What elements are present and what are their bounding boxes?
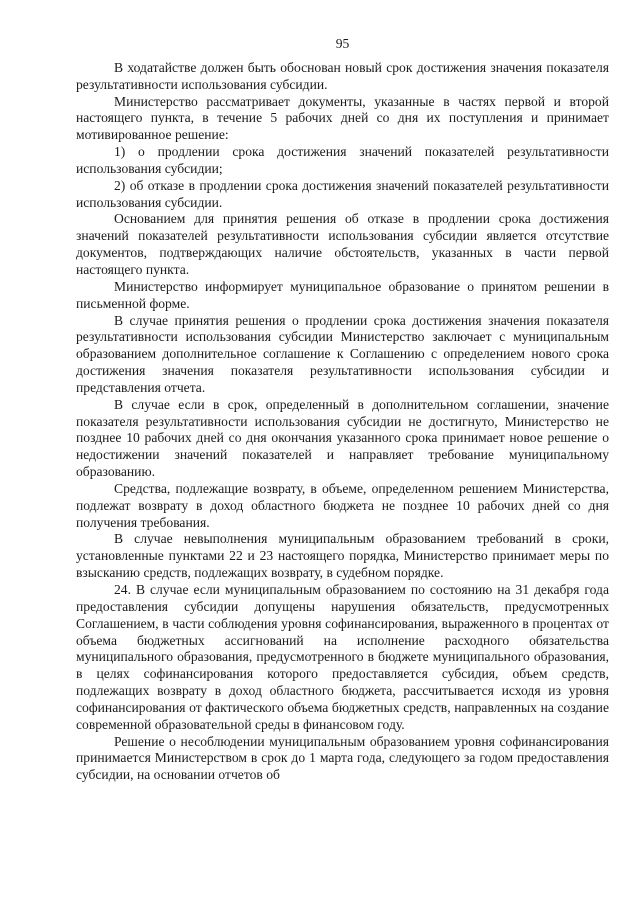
paragraph-refund-deadline: Средства, подлежащие возврату, в объеме, определенном решением Министерства, подлежат возврату в доход областного бюджета не позднее 10 рабочих дней со дня получения требования.	[76, 480, 609, 530]
paragraph-justification: В ходатайстве должен быть обоснован новый срок достижения значения показателя результативности использования субсидии.	[76, 59, 609, 92]
page-number: 95	[335, 36, 350, 51]
paragraph-cofinancing-decision: Решение о несоблюдении муниципальным образованием уровня софинансирования принимается Министерством в срок до 1 марта года, следующего за годом предоставления субсидии, на основании отчетов об	[76, 733, 609, 783]
paragraph-additional-agreement: В случае принятия решения о продлении срока достижения значения показателя результативности использования субсидии Министерство заключает с муниципальным образованием дополнительное соглашение к Соглашению с определением нового срока достижения значения показателя результативности использования субсидии и представления отчета.	[76, 312, 609, 395]
paragraph-court-recovery: В случае невыполнения муниципальным образованием требований в сроки, установленные пунктами 22 и 23 настоящего порядка, Министерство принимает меры по взысканию средств, подлежащих возврату, в судебном порядке.	[76, 531, 609, 581]
paragraph-not-achieved: В случае если в срок, определенный в дополнительном соглашении, значение показателя результативности использования субсидии не достигнуто, Министерство не позднее 10 рабочих дней со дня окончания указанного срока принимает новое решение о недостижении значений показателей и направляет требование муниципальному образованию.	[76, 396, 609, 480]
paragraph-decision-extend: 1) о продлении срока достижения значений показателей результативности использования субсидии;	[76, 144, 609, 176]
paragraph-decision-refuse: 2) об отказе в продлении срока достижения значений показателей результативности использования субсидии.	[76, 177, 609, 210]
paragraph-notification: Министерство информирует муниципальное образование о принятом решении в письменной форме.	[76, 278, 609, 311]
document-page	[76, 36, 609, 784]
paragraph-item-24: 24. В случае если муниципальным образованием по состоянию на 31 декабря года предоставления субсидии допущены нарушения обязательств, предусмотренных Соглашением, в части соблюдения уровня софинансирования, выраженного в процентах от объема бюджетных ассигнований на исполнение расходного обязательства муниципального образования, предусмотренного в бюджете муниципального образования, в целях софинансирования которого предоставляется субсидия, объем средств, подлежащих возврату в доход областного бюджета, рассчитывается исходя из уровня софинансирования от фактического объема бюджетных средств, направленных на создание современной образовательной среды в финансовом году.	[76, 582, 609, 732]
paragraph-review-documents: Министерство рассматривает документы, указанные в частях первой и второй настоящего пункта, в течение 5 рабочих дней со дня их поступления и принимает мотивированное решение:	[76, 93, 609, 143]
paragraph-refusal-grounds: Основанием для принятия решения об отказе в продлении срока достижения значений показателей результативности использования субсидии является отсутствие документов, подтверждающих наличие обстоятельств, указанных в части первой настоящего пункта.	[76, 211, 609, 277]
